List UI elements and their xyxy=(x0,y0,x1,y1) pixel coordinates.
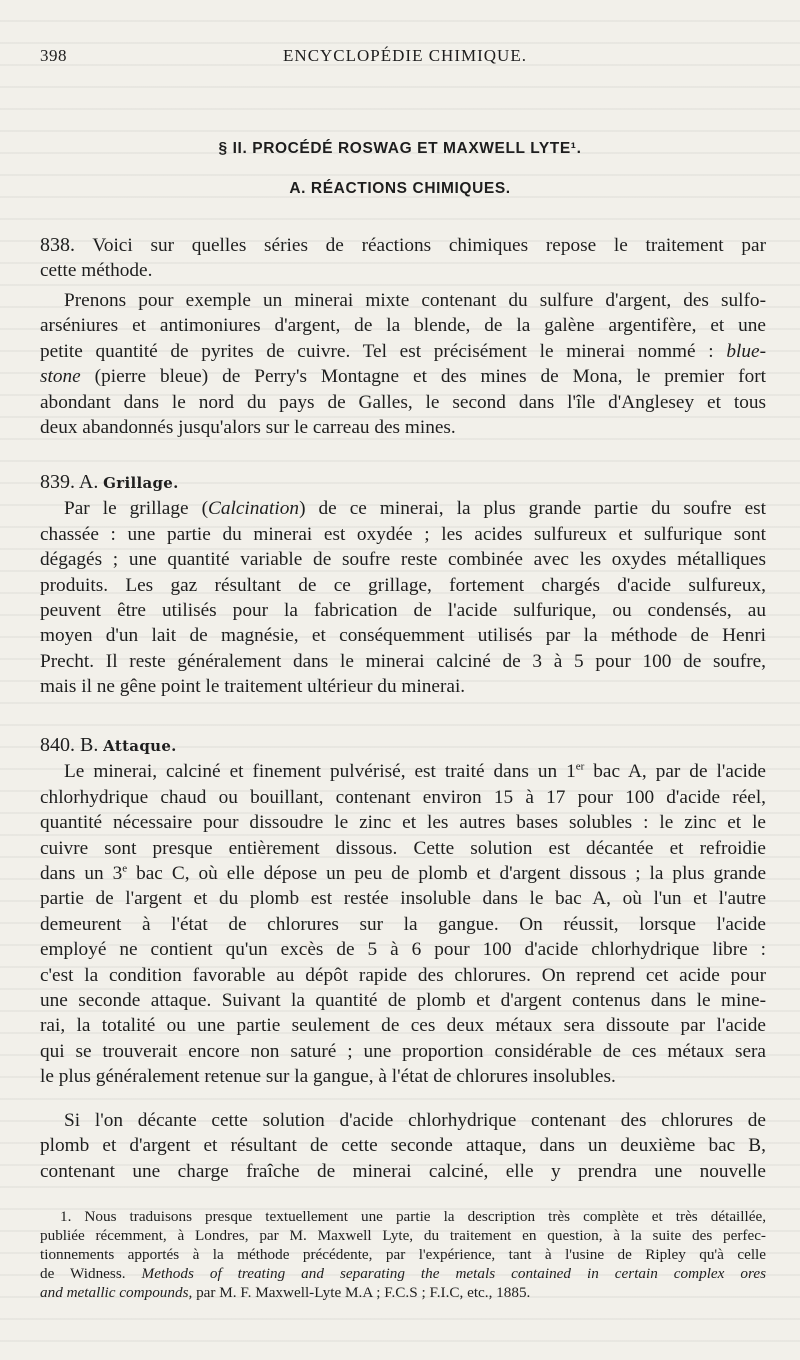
italic-title: and metallic compounds, xyxy=(40,1284,193,1301)
footnote-line xyxy=(40,1264,766,1283)
text-line: rai, la totalité ou une partie seulement de ces deux métaux sera dissoute par l'acide xyxy=(40,1015,766,1037)
text-line: mais il ne gêne point le traitement ultérieur du minerai. xyxy=(40,676,466,698)
text-line: demeurent à l'état de chlorures sur la gangue. On réussit, lorsque l'acide xyxy=(40,913,766,935)
text-line xyxy=(40,233,766,258)
line-text: bac C, où elle dépose un peu de plomb et d'argent dissous ; la plus grande xyxy=(127,863,767,885)
line-text: bac A, par de l'acide xyxy=(584,761,766,783)
line-text: Le minerai, calciné et finement pulvérisé, est traité dans un 1 xyxy=(64,761,576,783)
runin-heading: Attaque. xyxy=(103,737,177,755)
line-text: dans un 3 xyxy=(40,863,123,885)
subsection-title: A. RÉACTIONS CHIMIQUES. xyxy=(289,180,511,197)
text-line: qui se trouverait encore non saturé ; une proportion considérable de ces métaux sera xyxy=(40,1040,766,1062)
text-line: deux abandonnés jusqu'alors sur le carreau des mines. xyxy=(40,417,456,439)
text-line: arséniures et antimoniures d'argent, de la blende, de la galène argentifère, et une xyxy=(40,315,766,337)
text-line: partie de l'argent et du plomb est restée insoluble dans le bac A, où l'un et l'autre xyxy=(40,888,766,910)
text-line xyxy=(40,364,766,389)
text-line: produits. Les gaz résultant de ce grillage, fortement chargés d'acide sulfureux, xyxy=(40,574,766,596)
text-line xyxy=(40,339,766,364)
text-line: une seconde attaque. Suivant la quantité de plomb et d'argent contenus dans le mine- xyxy=(40,990,766,1012)
footnote-line: publiée récemment, à Londres, par M. Maxwell Lyte, du traitement en question, à la suite des perfec- xyxy=(40,1227,766,1244)
text-line: cuivre sont presque entièrement dissous. Cette solution est décantée et refroidie xyxy=(40,837,766,859)
line-text: (pierre bleue) de Perry's Montagne et des mines de Mona, le premier fort xyxy=(94,366,766,388)
text-line: Prenons pour exemple un minerai mixte contenant du sulfure d'argent, des sulfo- xyxy=(64,290,766,311)
footnote-line: tionnements apportés à la méthode précédente, par l'expérience, tant à l'usine de Ripley qu'à celle xyxy=(40,1246,766,1263)
text-line: chassée : une partie du minerai est oxydée ; les acides sulfureux et sulfurique sont xyxy=(40,523,766,545)
italic-title: Methods of treating and separating the metals contained in certain complex ores xyxy=(141,1265,766,1282)
runin-heading: Grillage. xyxy=(103,474,179,492)
paragraph-838 xyxy=(40,233,766,284)
text-line: moyen d'un lait de magnésie, et conséquemment utilisés par la méthode de Henri xyxy=(40,625,766,647)
line-text: ) de ce minerai, la plus grande partie du soufre est xyxy=(299,498,766,520)
paragraph-number: 838. xyxy=(40,234,75,256)
text-line xyxy=(40,733,766,759)
footnote-line: 1. Nous traduisons presque textuellement une partie la description très complète et très détaillée, xyxy=(60,1208,766,1225)
text-line: employé ne contient qu'un excès de 5 à 6 pour 100 d'acide chlorhydrique libre : xyxy=(40,939,766,961)
italic-term: Calcination xyxy=(208,498,300,520)
text-line xyxy=(40,470,766,496)
section-title: § II. PROCÉDÉ ROSWAG ET MAXWELL LYTE¹. xyxy=(218,140,582,157)
text-line: peuvent être utilisés pour la fabrication de l'acide sulfurique, ou condensés, au xyxy=(40,600,766,622)
text-line xyxy=(40,496,766,521)
line-text: petite quantité de pyrites de cuivre. Tel est précisément le minerai nommé : xyxy=(40,340,714,362)
line-text: Par le grillage ( xyxy=(64,498,208,520)
page-number: 398 xyxy=(40,46,67,65)
paragraph-840 xyxy=(40,733,766,1090)
text-line: quantité nécessaire pour dissoudre le zinc et les autres bases solubles : le zinc et le xyxy=(40,812,766,834)
paragraph-839 xyxy=(40,470,766,700)
text-line: dégagés ; une quantité variable de soufre reste combinée avec les oxydes métalliques xyxy=(40,549,766,571)
text-line: Precht. Il reste généralement dans le minerai calciné de 3 à 5 pour 100 de soufre, xyxy=(40,650,766,672)
text-line xyxy=(40,759,766,784)
text-line: le plus généralement retenue sur la gangue, à l'état de chlorures insolubles. xyxy=(40,1066,616,1088)
footnote xyxy=(40,1207,766,1302)
text-line: plomb et d'argent et résultant de cette seconde attaque, dans un deuxième bac B, xyxy=(40,1135,766,1157)
superscript: er xyxy=(575,760,585,773)
italic-term: blue- xyxy=(726,340,766,362)
line-text: par M. F. Maxwell-Lyte M.A ; F.C.S ; F.I.C, etc., 1885. xyxy=(196,1284,531,1301)
page-header xyxy=(40,46,770,70)
text-line: Si l'on décante cette solution d'acide chlorhydrique contenant des chlorures de xyxy=(64,1110,766,1131)
footnote-line xyxy=(40,1283,766,1302)
running-head: ENCYCLOPÉDIE CHIMIQUE. xyxy=(283,46,527,65)
paragraph-840-continued xyxy=(40,1108,766,1184)
paragraph-838-example xyxy=(40,288,766,440)
line-text: de Widness. xyxy=(40,1265,126,1282)
line-text: Voici sur quelles séries de réactions chimiques repose le traitement par xyxy=(92,235,766,256)
italic-term: stone xyxy=(40,366,81,388)
text-line: c'est la condition favorable au dépôt rapide des chlorures. On reprend cet acide pour xyxy=(40,964,766,986)
text-line: chlorhydrique chaud ou bouillant, contenant environ 15 à 17 pour 100 d'acide réel, xyxy=(40,786,766,808)
text-line: abondant dans le nord du pays de Galles, le second dans l'île d'Anglesey et tous xyxy=(40,391,766,413)
text-line: cette méthode. xyxy=(40,260,153,282)
text-line: contenant une charge fraîche de minerai calciné, elle y prendra une nouvelle xyxy=(40,1160,766,1182)
paragraph-number: 839. A. xyxy=(40,471,99,493)
superscript: e xyxy=(122,862,128,875)
text-line xyxy=(40,861,766,886)
paragraph-number: 840. B. xyxy=(40,734,99,756)
